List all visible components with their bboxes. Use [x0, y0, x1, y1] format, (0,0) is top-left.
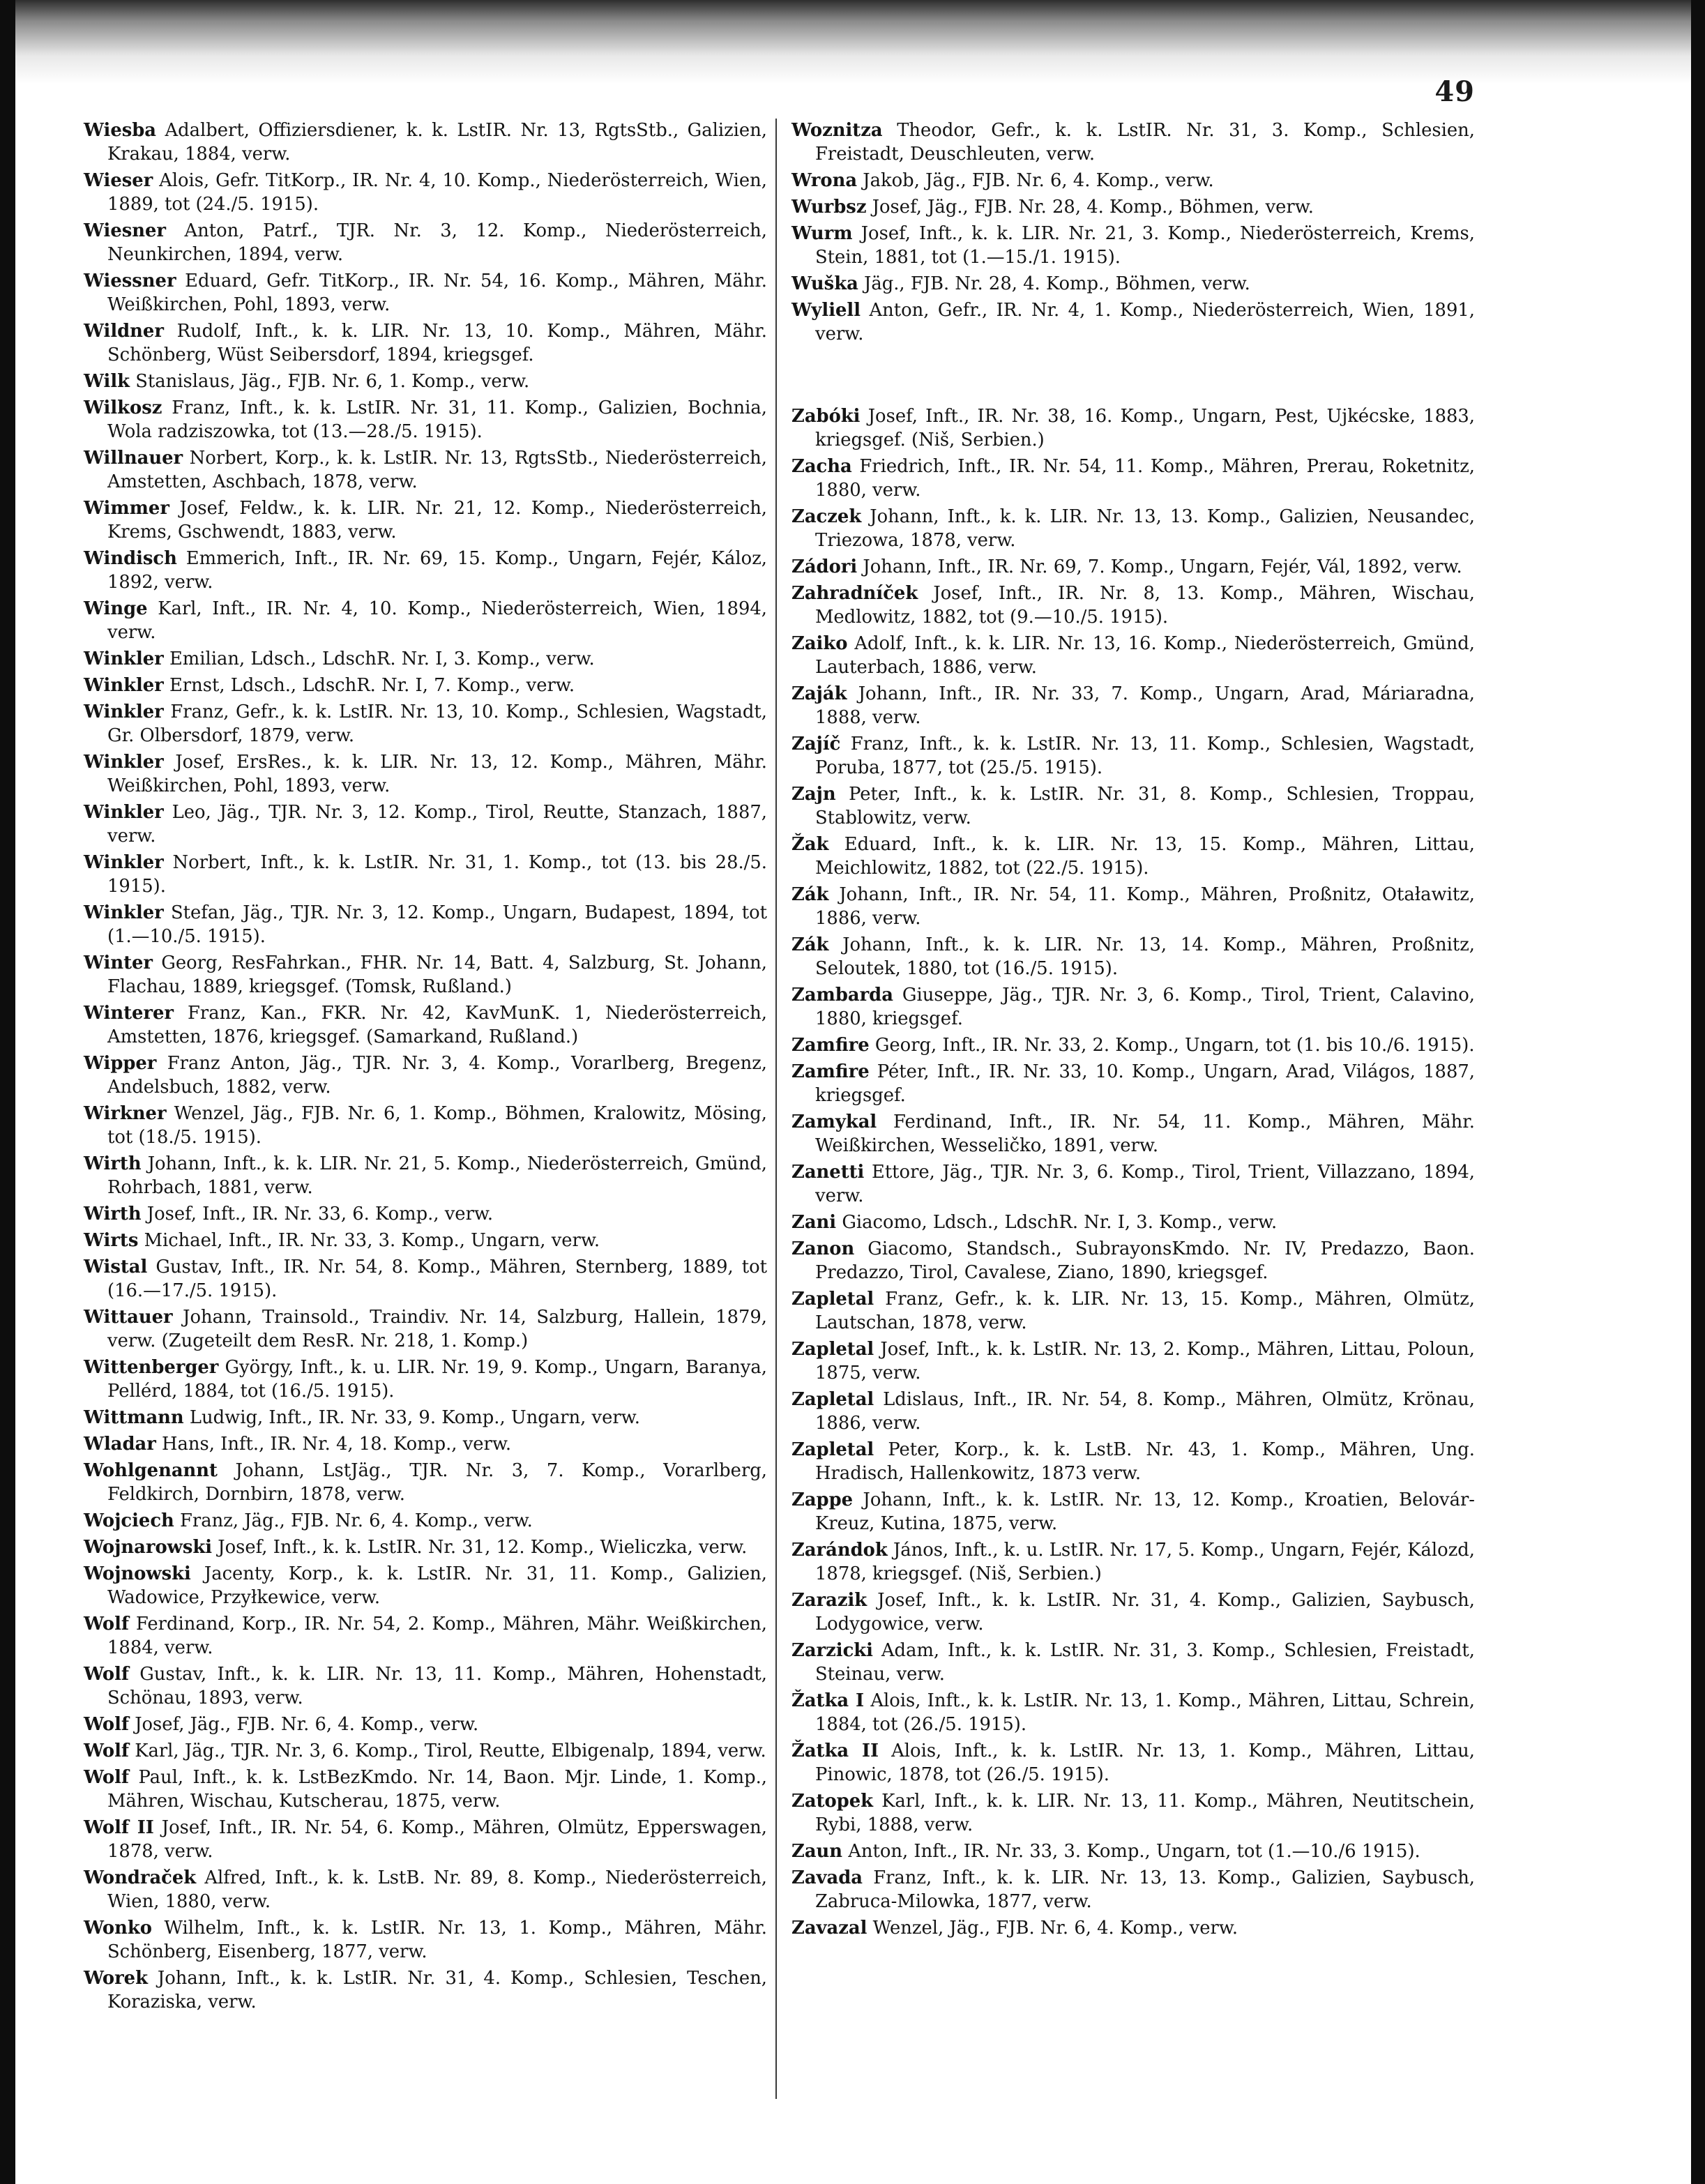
entry-surname: Zapletal [791, 1439, 874, 1460]
entry-surname: Zappe [791, 1489, 854, 1510]
register-entry [84, 446, 767, 494]
register-entry [84, 219, 767, 266]
register-entry [791, 1110, 1475, 1158]
register-entry [84, 396, 767, 443]
entry-surname: Wirts [84, 1230, 139, 1251]
entry-surname: Zarazik [791, 1590, 867, 1611]
entry-details: Johann, Trainsold., Traindiv. Nr. 14, Salzburg, Hallein, 1879, verw. (Zugeteilt dem ResR. Nr. 218, 1. Komp.) [107, 1307, 768, 1351]
entry-surname: Wirth [84, 1204, 142, 1224]
entry-details: Giacomo, Standsch., SubrayonsKmdo. Nr. IV, Predazzo, Baon. Predazzo, Tirol, Cavalese, Ziano, 1890, kriegsgef. [815, 1238, 1476, 1283]
register-entry [791, 1060, 1475, 1107]
register-entry [791, 1211, 1475, 1234]
entry-details: Johann, Inft., k. k. LstIR. Nr. 13, 12. Komp., Kroatien, Belovár-Kreuz, Kutina, 1875, verw. [815, 1489, 1475, 1534]
scan-edge-right [1691, 0, 1705, 2184]
register-entry [791, 1866, 1475, 1913]
entry-details: Johann, Inft., k. k. LIR. Nr. 21, 5. Komp., Niederösterreich, Gmünd, Rohrbach, 1881, verw. [107, 1153, 767, 1198]
entry-surname: Wipper [84, 1053, 157, 1074]
entry-details: Wenzel, Jäg., FJB. Nr. 6, 1. Komp., Böhmen, Kralowitz, Mösing, tot (18./5. 1915). [107, 1103, 768, 1148]
entry-surname: Winkler [84, 902, 164, 923]
register-entry [791, 1237, 1475, 1284]
entry-details: Johann, Inft., k. k. LIR. Nr. 13, 14. Komp., Mähren, Proßnitz, Seloutek, 1880, tot (16./5. 1915). [815, 934, 1475, 979]
entry-surname: Wolf [84, 1714, 129, 1735]
entry-details: Karl, Inft., k. k. LIR. Nr. 13, 11. Komp., Mähren, Neutitschein, Rybi, 1888, verw. [815, 1791, 1476, 1835]
entry-details: Franz, Gefr., k. k. LIR. Nr. 13, 15. Komp., Mähren, Olmütz, Lautschan, 1878, verw. [815, 1289, 1475, 1333]
register-entry [791, 1916, 1475, 1940]
entry-surname: Zamfire [791, 1035, 870, 1056]
register-entry [791, 833, 1475, 880]
register-entry [791, 455, 1475, 502]
register-entry [791, 555, 1475, 579]
entry-details: Johann, Inft., k. k. LstIR. Nr. 31, 4. Komp., Schlesien, Teschen, Koraziska, verw. [107, 1968, 768, 2012]
entry-details: Josef, Feldw., k. k. LIR. Nr. 21, 12. Komp., Niederösterreich, Krems, Gschwendt, 1883, verw. [107, 498, 768, 543]
entry-details: Alfred, Inft., k. k. LstB. Nr. 89, 8. Komp., Niederösterreich, Wien, 1880, verw. [107, 1867, 767, 1912]
entry-details: Anton, Gefr., IR. Nr. 4, 1. Komp., Niederösterreich, Wien, 1891, verw. [815, 300, 1475, 344]
register-entry [791, 1337, 1475, 1385]
entry-surname: Wilk [84, 371, 130, 392]
register-entry [84, 1255, 767, 1303]
entry-details: Johann, Inft., k. k. LIR. Nr. 13, 13. Komp., Galizien, Neusandec, Triezowa, 1878, verw. [815, 506, 1475, 551]
register-entry [84, 1562, 767, 1609]
entry-surname: Zabóki [791, 406, 861, 427]
register-entry [84, 1202, 767, 1226]
entry-details: Ldislaus, Inft., IR. Nr. 54, 8. Komp., Mähren, Olmütz, Krönau, 1886, verw. [815, 1389, 1476, 1434]
register-entry [791, 582, 1475, 629]
entry-details: Ferdinand, Korp., IR. Nr. 54, 2. Komp., Mähren, Mähr. Weißkirchen, 1884, verw. [107, 1614, 767, 1658]
register-entry [84, 1966, 767, 2014]
entry-details: Michael, Inft., IR. Nr. 33, 3. Komp., Ungarn, verw. [144, 1230, 600, 1251]
register-entry [84, 1766, 767, 1813]
entry-surname: Zahradníček [791, 583, 918, 604]
entry-surname: Wohlgenannt [84, 1460, 218, 1481]
entry-surname: Zanetti [791, 1162, 865, 1183]
entry-surname: Wolf [84, 1664, 129, 1685]
entry-details: Josef, Inft., IR. Nr. 33, 6. Komp., verw. [146, 1204, 494, 1224]
entry-surname: Wolf [84, 1741, 129, 1761]
entry-surname: Wistal [84, 1257, 148, 1277]
entry-details: Johann, LstJäg., TJR. Nr. 3, 7. Komp., Vorarlberg, Feldkirch, Dornbirn, 1878, verw. [107, 1460, 767, 1505]
entry-details: Giuseppe, Jäg., TJR. Nr. 3, 6. Komp., Tirol, Trient, Calavino, 1880, kriegsgef. [815, 985, 1475, 1029]
register-entry [791, 1789, 1475, 1837]
entry-details: Theodor, Gefr., k. k. LstIR. Nr. 31, 3. Komp., Schlesien, Freistadt, Deuschleuten, verw. [815, 120, 1475, 165]
entry-surname: Wyliell [791, 300, 861, 321]
entry-surname: Zani [791, 1212, 837, 1233]
entry-details: Friedrich, Inft., IR. Nr. 54, 11. Komp., Mähren, Prerau, Roketnitz, 1880, verw. [815, 456, 1475, 501]
register-entry [791, 1033, 1475, 1057]
entry-details: Georg, Inft., IR. Nr. 33, 2. Komp., Ungarn, tot (1. bis 10./6. 1915). [874, 1035, 1475, 1056]
entry-details: Gustav, Inft., k. k. LIR. Nr. 13, 11. Komp., Mähren, Hohenstadt, Schönau, 1893, verw. [107, 1664, 767, 1708]
entry-details: Josef, Inft., k. k. LstIR. Nr. 13, 2. Komp., Mähren, Littau, Poloun, 1875, verw. [815, 1339, 1475, 1383]
entry-details: György, Inft., k. u. LIR. Nr. 19, 9. Komp., Ungarn, Baranya, Pellérd, 1884, tot (16./5. 1915). [107, 1357, 767, 1402]
entry-surname: Zacha [791, 456, 852, 477]
entry-surname: Wilkosz [84, 397, 162, 418]
entry-details: Gustav, Inft., IR. Nr. 54, 8. Komp., Mähren, Sternberg, 1889, tot (16.—17./5. 1915). [107, 1257, 767, 1301]
register-entry [84, 496, 767, 544]
entry-details: Leo, Jäg., TJR. Nr. 3, 12. Komp., Tirol, Reutte, Stanzach, 1887, verw. [107, 802, 767, 847]
register-entry [84, 547, 767, 594]
register-entry [791, 1538, 1475, 1586]
register-entry [84, 1612, 767, 1660]
column-divider [775, 119, 777, 2099]
entry-surname: Willnauer [84, 448, 183, 469]
entry-details: Adam, Inft., k. k. LstIR. Nr. 31, 3. Komp., Schlesien, Freistadt, Steinau, verw. [815, 1640, 1475, 1685]
register-entry [791, 404, 1475, 452]
entry-surname: Winkler [84, 802, 164, 823]
entry-surname: Winterer [84, 1003, 174, 1024]
entry-details: Franz, Jäg., FJB. Nr. 6, 4. Komp., verw. [180, 1510, 533, 1531]
entry-surname: Zapletal [791, 1289, 874, 1310]
entry-surname: Wrona [791, 170, 858, 191]
entry-details: Johann, Inft., IR. Nr. 54, 11. Komp., Mähren, Proßnitz, Otaławitz, 1886, verw. [815, 884, 1476, 929]
register-entry [791, 1438, 1475, 1485]
register-entry [84, 801, 767, 848]
register-entry [84, 1866, 767, 1913]
entry-surname: Wonko [84, 1918, 152, 1939]
entry-details: Josef, Jäg., FJB. Nr. 6, 4. Komp., verw. [135, 1714, 479, 1735]
entry-details: Jakob, Jäg., FJB. Nr. 6, 4. Komp., verw. [863, 170, 1214, 191]
entry-details: Peter, Korp., k. k. LstB. Nr. 43, 1. Komp., Mähren, Ung. Hradisch, Hallenkowitz, 1873 verw. [815, 1439, 1475, 1484]
register-entry [84, 1406, 767, 1430]
register-entry [84, 674, 767, 697]
register-entry [791, 298, 1475, 346]
register-entry [791, 1388, 1475, 1435]
register-entry [84, 1509, 767, 1533]
entry-surname: Wojciech [84, 1510, 174, 1531]
entry-surname: Wiessner [84, 271, 176, 291]
entry-surname: Žatka I [791, 1690, 865, 1711]
register-entry [84, 597, 767, 644]
entry-details: Emmerich, Inft., IR. Nr. 69, 15. Komp., Ungarn, Fejér, Káloz, 1892, verw. [107, 548, 768, 593]
entry-surname: Wurm [791, 223, 853, 244]
entry-details: Rudolf, Inft., k. k. LIR. Nr. 13, 10. Komp., Mähren, Mähr. Schönberg, Wüst Seibersdorf, 1894, kriegsgef. [107, 321, 768, 365]
entry-details: Anton, Inft., IR. Nr. 33, 3. Komp., Ungarn, tot (1.—10./6 1915). [848, 1841, 1420, 1862]
register-entry [84, 901, 767, 948]
register-entry [84, 1229, 767, 1252]
entry-details: János, Inft., k. u. LstIR. Nr. 17, 5. Komp., Ungarn, Fejér, Kálozd, 1878, kriegsgef. (Niš, Serbien.) [815, 1540, 1476, 1584]
register-entry [84, 119, 767, 166]
entry-surname: Wladar [84, 1434, 156, 1455]
entry-details: Josef, Inft., k. k. LstIR. Nr. 31, 4. Komp., Galizien, Saybusch, Lodygowice, verw. [815, 1590, 1475, 1635]
entry-surname: Wittauer [84, 1307, 173, 1328]
register-entry [84, 1102, 767, 1149]
entry-details: Josef, Jäg., FJB. Nr. 28, 4. Komp., Böhmen, verw. [872, 197, 1314, 218]
register-entry [84, 1535, 767, 1559]
entry-surname: Zák [791, 934, 829, 955]
register-entry [791, 1287, 1475, 1335]
entry-surname: Wolf II [84, 1817, 154, 1838]
register-entry [84, 1459, 767, 1506]
right-column-z-section [791, 404, 1475, 1940]
register-entry [84, 1305, 767, 1353]
register-entry [791, 195, 1475, 219]
register-entry [791, 933, 1475, 980]
entry-surname: Zaják [791, 683, 847, 704]
entry-details: Josef, Inft., IR. Nr. 54, 6. Komp., Mähren, Olmütz, Epperswagen, 1878, verw. [107, 1817, 767, 1862]
entry-details: Emilian, Ldsch., LdschR. Nr. I, 3. Komp., verw. [169, 649, 595, 669]
entry-surname: Zarzicki [791, 1640, 873, 1661]
register-entry [791, 1739, 1475, 1787]
entry-details: Johann, Inft., IR. Nr. 33, 7. Komp., Ungarn, Arad, Máriaradna, 1888, verw. [815, 683, 1475, 728]
entry-surname: Zapletal [791, 1339, 874, 1360]
entry-details: Ettore, Jäg., TJR. Nr. 3, 6. Komp., Tirol, Trient, Villazzano, 1894, verw. [815, 1162, 1475, 1206]
entry-surname: Zák [791, 884, 829, 905]
entry-details: Josef, Inft., IR. Nr. 8, 13. Komp., Mähren, Wischau, Medlowitz, 1882, tot (9.—10./5. 1915). [815, 583, 1475, 628]
entry-details: Franz, Kan., FKR. Nr. 42, KavMunK. 1, Niederösterreich, Amstetten, 1876, kriegsgef. (Samarkand, Rußland.) [107, 1003, 767, 1047]
entry-details: Josef, ErsRes., k. k. LIR. Nr. 13, 12. Komp., Mähren, Mähr. Weißkirchen, Pohl, 1893, verw. [107, 752, 767, 796]
register-entry [791, 782, 1475, 830]
left-column [84, 119, 767, 2017]
entry-surname: Wimmer [84, 498, 169, 519]
entry-details: Ferdinand, Inft., IR. Nr. 54, 11. Komp., Mähren, Mähr. Weißkirchen, Wesseličko, 1891, verw. [815, 1112, 1475, 1156]
entry-surname: Winkler [84, 702, 164, 722]
register-entry [84, 1152, 767, 1199]
entry-details: Jacenty, Korp., k. k. LstIR. Nr. 31, 11. Komp., Galizien, Wadowice, Przyłkewice, verw. [107, 1563, 768, 1608]
register-entry [84, 370, 767, 393]
entry-surname: Wojnowski [84, 1563, 191, 1584]
entry-details: Franz, Inft., k. k. LstIR. Nr. 13, 11. Komp., Schlesien, Wagstadt, Poruba, 1877, tot (25./5. 1915). [815, 734, 1475, 778]
entry-surname: Zaiko [791, 633, 848, 654]
entry-surname: Wieser [84, 170, 153, 191]
entry-surname: Wildner [84, 321, 164, 342]
entry-details: Franz Anton, Jäg., TJR. Nr. 3, 4. Komp., Vorarlberg, Bregenz, Andelsbuch, 1882, verw. [107, 1053, 767, 1098]
entry-details: Norbert, Inft., k. k. LstIR. Nr. 31, 1. Komp., tot (13. bis 28./5. 1915). [107, 852, 767, 897]
entry-surname: Zádori [791, 556, 858, 577]
entry-surname: Winge [84, 598, 148, 619]
register-entry [84, 169, 767, 216]
entry-surname: Zanon [791, 1238, 855, 1259]
entry-details: Norbert, Korp., k. k. LstIR. Nr. 13, RgtsStb., Niederösterreich, Amstetten, Aschbach, 1878, verw. [107, 448, 767, 492]
entry-surname: Zamfire [791, 1061, 870, 1082]
entry-surname: Zatopek [791, 1791, 873, 1812]
entry-surname: Wurbsz [791, 197, 867, 218]
entry-details: Johann, Inft., IR. Nr. 69, 7. Komp., Ungarn, Fejér, Vál, 1892, verw. [863, 556, 1462, 577]
entry-details: Georg, ResFahrkan., FHR. Nr. 14, Batt. 4, Salzburg, St. Johann, Flachau, 1889, kriegsgef. (Tomsk, Rußland.) [107, 953, 767, 997]
right-column [791, 119, 1475, 1943]
page-number: 49 [1434, 75, 1475, 108]
register-entry [791, 983, 1475, 1031]
register-entry [791, 632, 1475, 679]
register-entry [84, 319, 767, 367]
register-entry [84, 1713, 767, 1736]
entry-surname: Zapletal [791, 1389, 874, 1410]
entry-details: Eduard, Gefr. TitKorp., IR. Nr. 54, 16. Komp., Mähren, Mähr. Weißkirchen, Pohl, 1893, verw. [107, 271, 767, 315]
section-gap [791, 349, 1475, 404]
entry-details: Ludwig, Inft., IR. Nr. 33, 9. Komp., Ungarn, verw. [189, 1407, 640, 1428]
entry-surname: Zavazal [791, 1918, 867, 1939]
register-entry [84, 1432, 767, 1456]
entry-surname: Zambarda [791, 985, 893, 1006]
register-entry [84, 1662, 767, 1710]
register-entry [791, 1588, 1475, 1636]
register-entry [791, 1840, 1475, 1863]
entry-surname: Woznitza [791, 120, 883, 141]
entry-surname: Wuška [791, 273, 858, 294]
entry-details: Alois, Inft., k. k. LstIR. Nr. 13, 1. Komp., Mähren, Littau, Schrein, 1884, tot (26./5. 1915). [815, 1690, 1475, 1735]
entry-surname: Winkler [84, 852, 164, 873]
register-entry [791, 682, 1475, 729]
entry-details: Wenzel, Jäg., FJB. Nr. 6, 4. Komp., verw. [872, 1918, 1238, 1939]
entry-details: Péter, Inft., IR. Nr. 33, 10. Komp., Ungarn, Arad, Világos, 1887, kriegsgef. [815, 1061, 1475, 1106]
entry-surname: Winkler [84, 675, 164, 696]
entry-details: Franz, Inft., k. k. LIR. Nr. 13, 13. Komp., Galizien, Saybusch, Zabruca-Milowka, 1877, verw. [815, 1867, 1476, 1912]
entry-surname: Zavada [791, 1867, 863, 1888]
entry-surname: Zajíč [791, 734, 841, 754]
entry-surname: Wirth [84, 1153, 142, 1174]
entry-details: Josef, Inft., IR. Nr. 38, 16. Komp., Ungarn, Pest, Ujkécske, 1883, kriegsgef. (Niš, Serbien.) [815, 406, 1476, 450]
entry-details: Ernst, Ldsch., LdschR. Nr. I, 7. Komp., verw. [169, 675, 575, 696]
entry-surname: Worek [84, 1968, 148, 1989]
entry-surname: Wittmann [84, 1407, 184, 1428]
entry-surname: Wolf [84, 1767, 129, 1788]
register-entry [791, 1689, 1475, 1736]
entry-details: Franz, Inft., k. k. LstIR. Nr. 31, 11. Komp., Galizien, Bochnia, Wola radziszowka, tot (13.—28./5. 1915). [107, 397, 768, 442]
entry-surname: Zaczek [791, 506, 862, 527]
register-entry [791, 732, 1475, 780]
register-entry [84, 1001, 767, 1049]
register-entry [84, 851, 767, 898]
entry-details: Anton, Patrf., TJR. Nr. 3, 12. Komp., Niederösterreich, Neunkirchen, 1894, verw. [107, 220, 767, 265]
entry-surname: Žatka II [791, 1741, 879, 1761]
entry-surname: Wolf [84, 1614, 129, 1635]
entry-details: Jäg., FJB. Nr. 28, 4. Komp., Böhmen, verw. [864, 273, 1250, 294]
right-column-w-section [791, 119, 1475, 346]
entry-surname: Wondraček [84, 1867, 197, 1888]
entry-details: Alois, Inft., k. k. LstIR. Nr. 13, 1. Komp., Mähren, Littau, Pinowic, 1878, tot (26./5. 1915). [815, 1741, 1475, 1785]
entry-surname: Zarándok [791, 1540, 888, 1561]
entry-details: Alois, Gefr. TitKorp., IR. Nr. 4, 10. Komp., Niederösterreich, Wien, 1889, tot (24./5. 1915). [107, 170, 767, 215]
entry-details: Paul, Inft., k. k. LstBezKmdo. Nr. 14, Baon. Mjr. Linde, 1. Komp., Mähren, Wischau, Kutscherau, 1875, verw. [107, 1767, 767, 1812]
scan-edge-left [0, 0, 15, 2184]
entry-surname: Windisch [84, 548, 177, 569]
register-entry [791, 1488, 1475, 1535]
register-entry [84, 951, 767, 999]
register-entry [791, 1160, 1475, 1208]
entry-details: Stefan, Jäg., TJR. Nr. 3, 12. Komp., Ungarn, Budapest, 1894, tot (1.—10./5. 1915). [107, 902, 768, 947]
register-entry [84, 647, 767, 671]
entry-details: Adolf, Inft., k. k. LIR. Nr. 13, 16. Komp., Niederösterreich, Gmünd, Lauterbach, 1886, verw. [815, 633, 1475, 678]
scan-shadow-top [0, 0, 1705, 84]
entry-details: Giacomo, Ldsch., LdschR. Nr. I, 3. Komp., verw. [842, 1212, 1278, 1233]
entry-surname: Wittenberger [84, 1357, 219, 1378]
register-entry [791, 169, 1475, 192]
register-entry [84, 1816, 767, 1863]
register-entry [84, 750, 767, 798]
register-entry [791, 119, 1475, 166]
register-entry [84, 1052, 767, 1099]
entry-details: Josef, Inft., k. k. LstIR. Nr. 31, 12. Komp., Wieliczka, verw. [218, 1537, 748, 1558]
entry-surname: Winter [84, 953, 153, 973]
entry-details: Hans, Inft., IR. Nr. 4, 18. Komp., verw. [162, 1434, 512, 1455]
entry-details: Eduard, Inft., k. k. LIR. Nr. 13, 15. Komp., Mähren, Littau, Meichlowitz, 1882, tot (22./5. 1915). [815, 834, 1475, 879]
entry-details: Franz, Gefr., k. k. LstIR. Nr. 13, 10. Komp., Schlesien, Wagstadt, Gr. Olbersdorf, 1879, verw. [107, 702, 767, 746]
entry-details: Karl, Inft., IR. Nr. 4, 10. Komp., Niederösterreich, Wien, 1894, verw. [107, 598, 768, 643]
entry-details: Adalbert, Offiziersdiener, k. k. LstIR. Nr. 13, RgtsStb., Galizien, Krakau, 1884, verw. [107, 120, 768, 165]
register-entry [791, 505, 1475, 552]
entry-surname: Zaun [791, 1841, 843, 1862]
entry-details: Stanislaus, Jäg., FJB. Nr. 6, 1. Komp., verw. [135, 371, 530, 392]
register-entry [791, 222, 1475, 269]
register-entry [84, 1739, 767, 1763]
entry-surname: Wojnarowski [84, 1537, 213, 1558]
entry-details: Karl, Jäg., TJR. Nr. 3, 6. Komp., Tirol, Reutte, Elbigenalp, 1894, verw. [135, 1741, 766, 1761]
entry-surname: Zajn [791, 784, 836, 805]
register-entry [84, 700, 767, 748]
register-entry [791, 1639, 1475, 1686]
register-entry [84, 269, 767, 317]
entry-details: Josef, Inft., k. k. LIR. Nr. 21, 3. Komp., Niederösterreich, Krems, Stein, 1881, tot (1.—15./1. 1915). [815, 223, 1475, 268]
entry-surname: Winkler [84, 649, 164, 669]
entry-surname: Žak [791, 834, 829, 855]
entry-surname: Winkler [84, 752, 164, 773]
register-entry [791, 883, 1475, 930]
entry-surname: Wiesner [84, 220, 167, 241]
register-entry [84, 1356, 767, 1403]
register-entry [84, 1916, 767, 1964]
entry-surname: Wirkner [84, 1103, 167, 1124]
entry-surname: Wiesba [84, 120, 157, 141]
entry-details: Wilhelm, Inft., k. k. LstIR. Nr. 13, 1. Komp., Mähren, Mähr. Schönberg, Eisenberg, 1877, verw. [107, 1918, 768, 1962]
entry-details: Peter, Inft., k. k. LstIR. Nr. 31, 8. Komp., Schlesien, Troppau, Stablowitz, verw. [815, 784, 1475, 828]
register-entry [791, 272, 1475, 296]
entry-surname: Zamykal [791, 1112, 877, 1132]
